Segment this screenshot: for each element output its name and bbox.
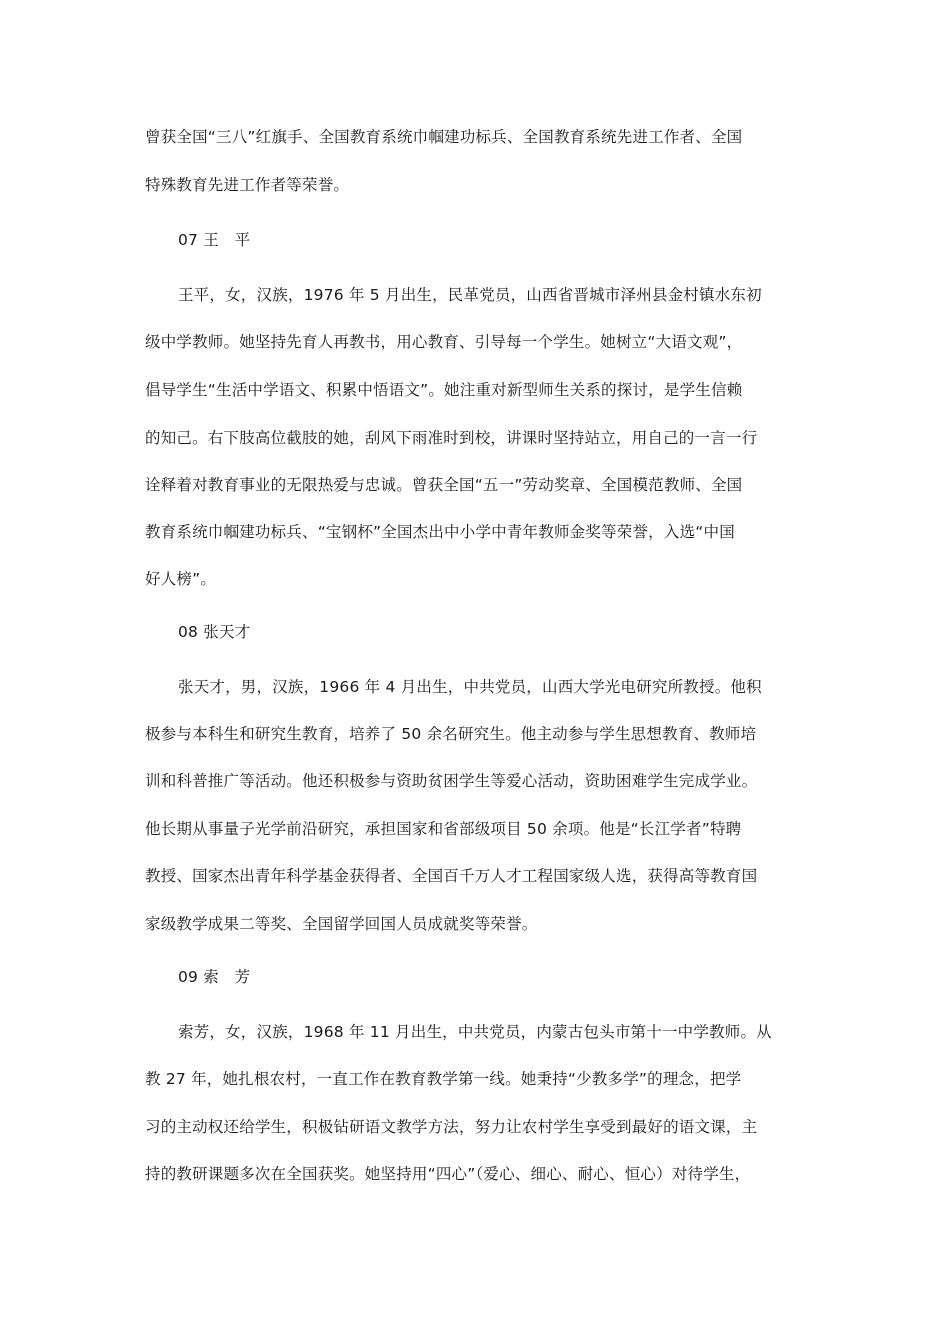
section-heading-08: 08 张天才	[178, 623, 251, 641]
text-line: 好人榜”。	[145, 570, 217, 588]
text-line: 级中学教师。她坚持先育人再教书，用心教育、引导每一个学生。她树立“大语文观”，	[145, 333, 743, 351]
text-line: 习的主动权还给学生，积极钻研语文教学方法，努力让农村学生享受到最好的语文课，主	[145, 1118, 758, 1136]
text-line: 训和科普推广等活动。他还积极参与资助贫困学生等爱心活动，资助困难学生完成学业。	[145, 772, 758, 790]
text-line: 张天才，男，汉族，1966 年 4 月出生，中共党员，山西大学光电研究所教授。他积	[178, 678, 762, 696]
section-heading-07: 07 王 平	[178, 231, 251, 249]
text-line: 诠释着对教育事业的无限热爱与忠诚。曾获全国“五一”劳动奖章、全国模范教师、全国	[145, 476, 743, 494]
text-line: 教 27 年，她扎根农村，一直工作在教育教学第一线。她秉持“少教多学”的理念，把学	[145, 1070, 742, 1088]
text-line: 特殊教育先进工作者等荣誉。	[145, 176, 350, 194]
text-line: 教授、国家杰出青年科学基金获得者、全国百千万人才工程国家级人选，获得高等教育国	[145, 867, 758, 885]
text-line: 王平，女，汉族，1976 年 5 月出生，民革党员，山西省晋城市泽州县金村镇水东初	[178, 286, 762, 304]
text-line: 的知己。右下肢高位截肢的她，刮风下雨准时到校，讲课时坚持站立，用自己的一言一行	[145, 429, 758, 447]
text-line: 他长期从事量子光学前沿研究，承担国家和省部级项目 50 余项。他是“长江学者”特聘	[145, 820, 742, 838]
text-line: 极参与本科生和研究生教育，培养了 50 余名研究生。他主动参与学生思想教育、教师培	[145, 725, 757, 743]
text-line: 教育系统巾帼建功标兵、“宝钢杯”全国杰出中小学中青年教师金奖等荣誉，入选“中国	[145, 523, 735, 541]
text-line: 持的教研课题多次在全国获奖。她坚持用“四心”（爱心、细心、耐心、恒心）对待学生，	[145, 1165, 751, 1183]
text-line: 索芳，女，汉族，1968 年 11 月出生，中共党员，内蒙古包头市第十一中学教师。从	[178, 1023, 772, 1041]
text-line: 曾获全国“三八”红旗手、全国教育系统巾帼建功标兵、全国教育系统先进工作者、全国	[145, 128, 743, 146]
text-line: 家级教学成果二等奖、全国留学回国人员成就奖等荣誉。	[145, 915, 538, 933]
text-line: 倡导学生“生活中学语文、积累中悟语文”。她注重对新型师生关系的探讨，是学生信赖	[145, 381, 743, 399]
section-heading-09: 09 索 芳	[178, 968, 251, 986]
